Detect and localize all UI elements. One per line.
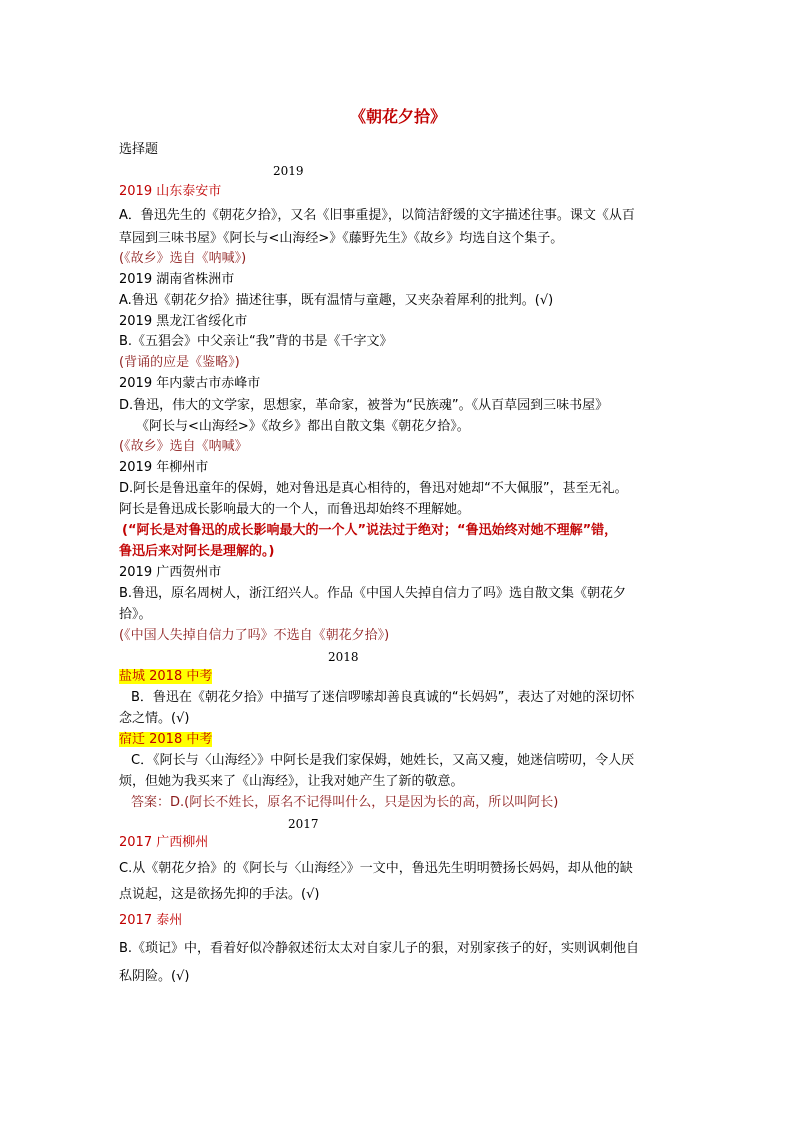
question-text: D.阿长是鲁迅童年的保姆，她对鲁迅是真心相待的，鲁迅对她却“不大佩服”，甚至无礼。 [119,481,628,496]
source-heading-city: 盐城 [119,669,150,684]
document-title: 《朝花夕拾》 [350,107,447,126]
source-heading: 2019 黑龙江省绥化市 [119,314,248,329]
source-heading: 2019 山东泰安市 [119,184,222,199]
source-heading: 2017 广西柳州 [119,835,209,850]
source-heading: 2019 年内蒙古市赤峰市 [119,376,261,391]
year-heading-2017: 2017 [288,817,319,831]
year-heading-2018: 2018 [328,650,359,664]
answer-note: 答案：D.(阿长不姓长，原名不记得叫什么，只是因为长的高，所以叫阿长) [131,795,559,810]
question-text: 《阿长与<山海经>》《故乡》都出自散文集《朝花夕拾》。 [136,419,470,434]
source-heading-exam: 中考 [182,732,213,747]
section-label: 选择题 [119,142,159,157]
answer-note: (《故乡》选自《呐喊》 [119,439,248,454]
question-text: 草园到三味书屋》《阿长与<山海经>》《藤野先生》《故乡》均选自这个集子。 [119,231,564,246]
question-text: D.鲁迅，伟大的文学家，思想家，革命家，被誉为“民族魂”。《从百草园到三味书屋》 [119,398,609,413]
source-heading [119,731,212,749]
question-text: A．鲁迅先生的《朝花夕拾》，又名《旧事重提》，以简洁舒缓的文字描述往事。课文《从百 [119,208,635,223]
answer-note: 鲁迅后来对阿长是理解的。) [119,544,275,559]
question-text: 拾》。 [119,607,152,622]
source-heading: 2017 泰州 [119,913,183,928]
source-heading: 2019 湖南省株洲市 [119,272,235,287]
source-heading-year: 2018 [149,669,183,684]
question-text: 私阴险。(√) [119,969,190,984]
question-text: 念之情。(√) [119,711,190,726]
answer-note: (背诵的应是《鉴略》) [119,355,240,370]
question-text: B.《五猖会》中父亲让“我”背的书是《千字文》 [119,334,393,349]
answer-note: (“阿长是对鲁迅的成长影响最大的一个人”说法过于绝对；“鲁迅始终对她不理解”错， [122,523,618,538]
question-text: B.鲁迅，原名周树人，浙江绍兴人。作品《中国人失掉自信力了吗》选自散文集《朝花夕 [119,586,627,601]
question-text: 阿长是鲁迅成长影响最大的一个人，而鲁迅却始终不理解她。 [119,502,471,517]
year-heading-2019: 2019 [273,164,304,178]
answer-note: (《故乡》选自《呐喊》) [119,251,247,266]
question-text: 烦，但她为我买来了《山海经》，让我对她产生了新的敬意。 [119,774,464,789]
question-text: A.鲁迅《朝花夕拾》描述往事，既有温情与童趣，又夹杂着犀利的批判。(√) [119,293,554,308]
question-text: B.《琐记》中，看着好似冷静叙述衍太太对自家儿子的狠，对别家孩子的好，实则讽刺他自 [119,941,640,956]
question-text: C.从《朝花夕拾》的《阿长与〈山海经〉》一文中，鲁迅先生明明赞扬长妈妈，却从他的缺 [119,861,633,876]
source-heading-year: 2018 [149,732,183,747]
question-text: 点说起，这是欲扬先抑的手法。(√) [119,887,320,902]
source-heading-city: 宿迁 [119,732,150,747]
question-text: B．鲁迅在《朝花夕拾》中描写了迷信啰嗦却善良真诚的“长妈妈”，表达了对她的深切怀 [131,690,635,705]
source-heading: 2019 年柳州市 [119,460,209,475]
question-text: C．《阿长与〈山海经〉》中阿长是我们家保姆，她姓长，又高又瘦，她迷信唠叨，令人厌 [131,753,635,768]
source-heading-exam: 中考 [182,669,213,684]
source-heading: 2019 广西贺州市 [119,565,222,580]
answer-note: (《中国人失掉自信力了吗》不选自《朝花夕拾》) [119,628,390,643]
source-heading [119,668,212,686]
